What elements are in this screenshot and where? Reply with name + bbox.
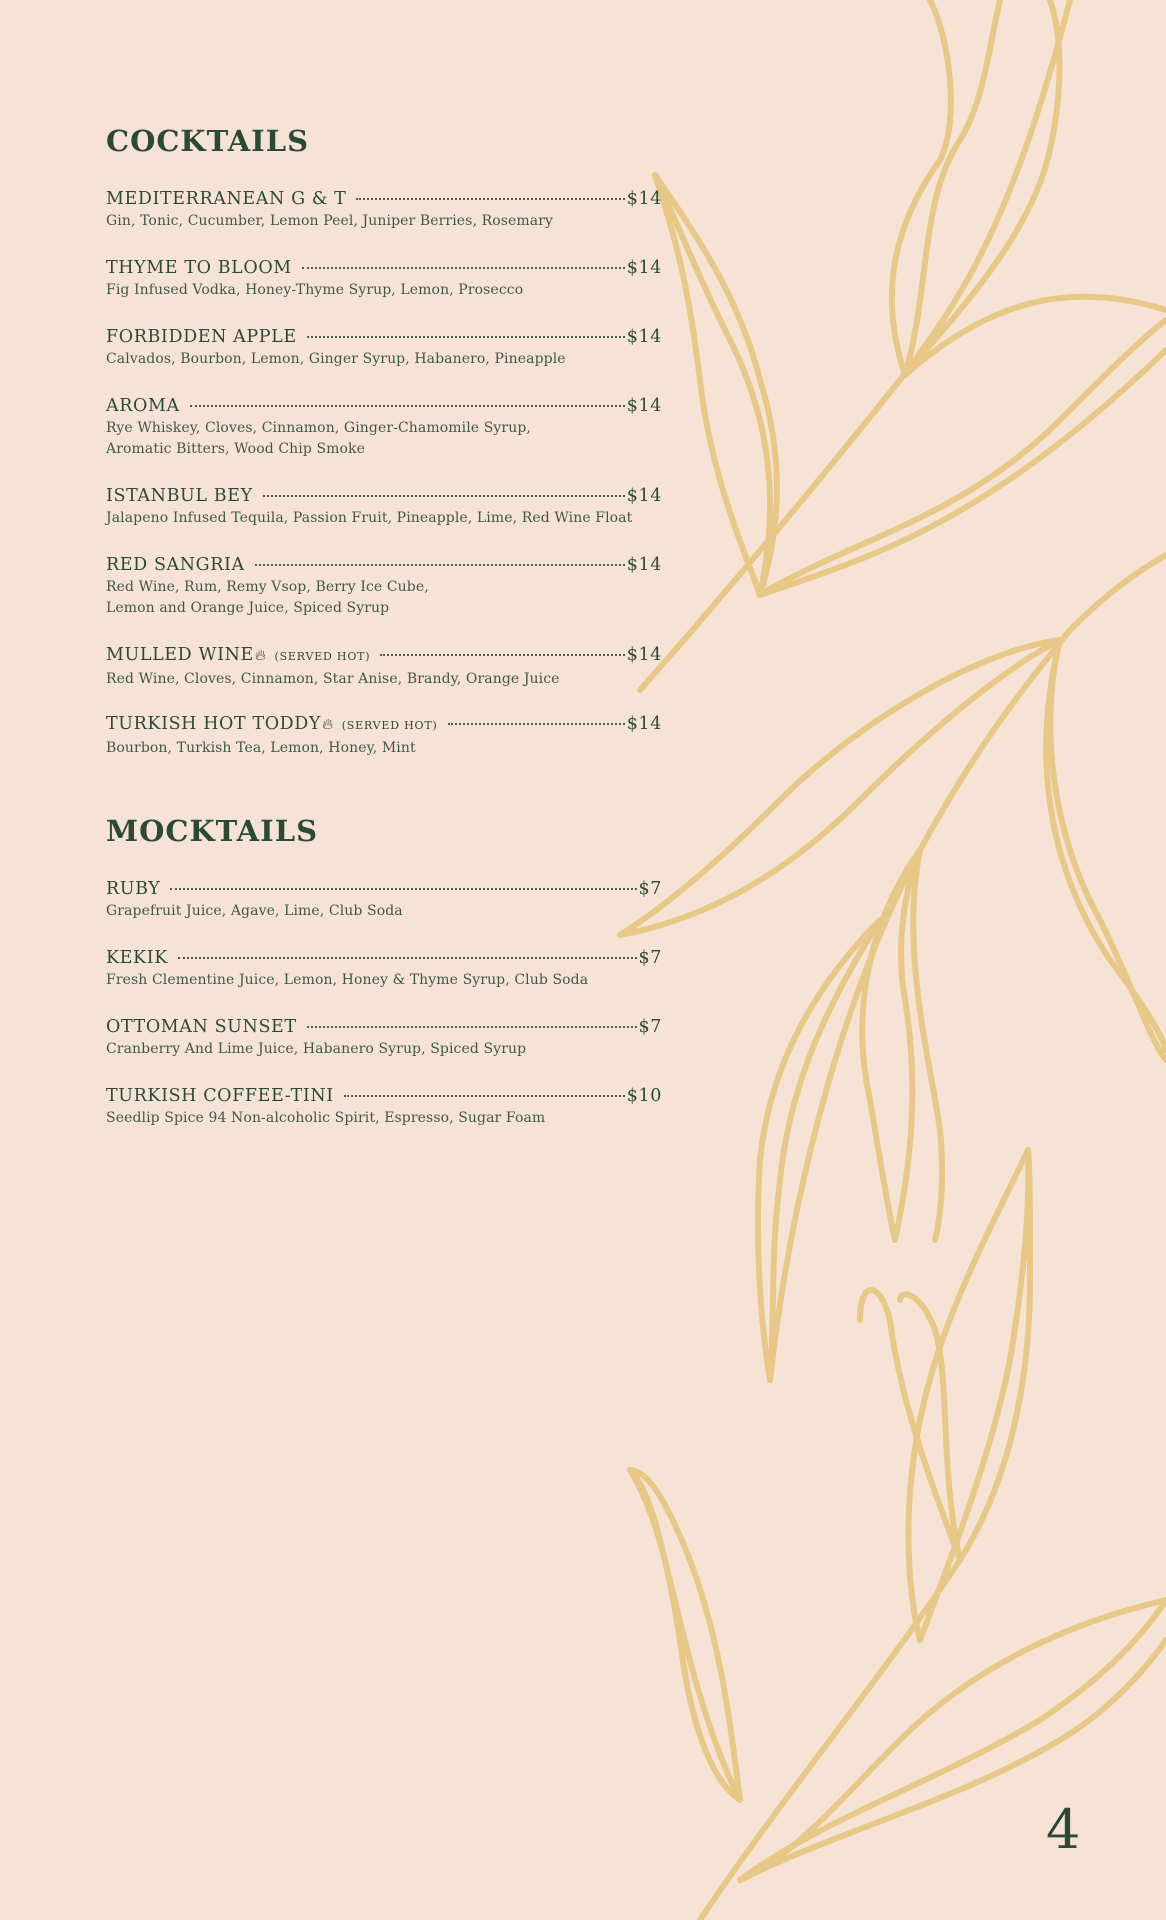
item-price: $14	[626, 396, 662, 416]
item-price: $14	[626, 486, 662, 506]
dot-leader	[302, 267, 625, 269]
item-price: $14	[626, 189, 662, 209]
dot-leader	[190, 405, 625, 407]
dot-leader	[170, 888, 636, 890]
item-description: Fresh Clementine Juice, Lemon, Honey & Thyme Syrup, Club Soda	[106, 972, 589, 988]
flame-icon: 🔥︎	[322, 715, 334, 733]
served-hot-note: (SERVED HOT)	[341, 719, 438, 732]
item-description: Gin, Tonic, Cucumber, Lemon Peel, Juniper Berries, Rosemary	[106, 213, 554, 229]
dot-leader	[263, 495, 625, 497]
item-price: $7	[638, 879, 662, 899]
item-description: Fig Infused Vodka, Honey-Thyme Syrup, Lemon, Prosecco	[106, 282, 524, 298]
dot-leader	[307, 336, 625, 338]
menu-item-turkish-coffee-tini	[106, 1085, 662, 1129]
cocktails-heading: COCKTAILS	[106, 124, 310, 158]
dot-leader	[178, 957, 637, 959]
page-number: 4	[1046, 1798, 1081, 1861]
item-description: Cranberry And Lime Juice, Habanero Syrup, Spiced Syrup	[106, 1041, 527, 1057]
item-description: Bourbon, Turkish Tea, Lemon, Honey, Mint	[106, 740, 416, 756]
item-name: TURKISH HOT TODDY	[106, 714, 322, 734]
menu-item-ottoman-sunset	[106, 1016, 662, 1060]
item-description: Grapefruit Juice, Agave, Lime, Club Soda	[106, 903, 403, 919]
item-description-line-2: Lemon and Orange Juice, Spiced Syrup	[106, 600, 390, 616]
menu-item-istanbul-bey	[106, 485, 662, 529]
dot-leader	[344, 1095, 625, 1097]
item-description-line-1: Rye Whiskey, Cloves, Cinnamon, Ginger-Chamomile Syrup,	[106, 420, 531, 436]
item-price: $7	[638, 948, 662, 968]
item-price: $14	[626, 645, 662, 665]
item-name: OTTOMAN SUNSET	[106, 1017, 297, 1037]
menu-item-mediterranean-g-t	[106, 188, 662, 232]
item-name: FORBIDDEN APPLE	[106, 327, 297, 347]
menu-item-turkish-hot-toddy	[106, 713, 662, 759]
flame-icon: 🔥︎	[254, 646, 267, 664]
item-price: $10	[626, 1086, 662, 1106]
item-name: RED SANGRIA	[106, 555, 245, 575]
item-name: AROMA	[106, 396, 180, 416]
mocktails-heading: MOCKTAILS	[106, 814, 319, 848]
menu-item-ruby	[106, 878, 662, 922]
menu-item-thyme-to-bloom	[106, 257, 662, 301]
item-description-line-2: Aromatic Bitters, Wood Chip Smoke	[106, 441, 366, 457]
item-description: Jalapeno Infused Tequila, Passion Fruit, Pineapple, Lime, Red Wine Float	[106, 510, 633, 526]
menu-item-red-sangria	[106, 554, 662, 619]
served-hot-note: (SERVED HOT)	[274, 650, 371, 663]
dot-leader	[255, 564, 625, 566]
item-name: TURKISH COFFEE-TINI	[106, 1086, 334, 1106]
menu-item-kekik	[106, 947, 662, 991]
item-price: $14	[626, 714, 662, 734]
menu-item-aroma	[106, 395, 662, 460]
item-name: KEKIK	[106, 948, 168, 968]
menu-item-forbidden-apple	[106, 326, 662, 370]
menu-item-mulled-wine	[106, 644, 662, 690]
item-description: Red Wine, Cloves, Cinnamon, Star Anise, Brandy, Orange Juice	[106, 671, 560, 687]
dot-leader	[448, 723, 625, 725]
dot-leader	[356, 198, 624, 200]
item-description-line-1: Red Wine, Rum, Remy Vsop, Berry Ice Cube,	[106, 579, 429, 595]
item-price: $7	[638, 1017, 662, 1037]
item-name: THYME TO BLOOM	[106, 258, 292, 278]
item-description: Seedlip Spice 94 Non-alcoholic Spirit, Espresso, Sugar Foam	[106, 1110, 546, 1126]
item-description: Calvados, Bourbon, Lemon, Ginger Syrup, Habanero, Pineapple	[106, 351, 566, 367]
item-name: RUBY	[106, 879, 161, 899]
item-name: ISTANBUL BEY	[106, 486, 253, 506]
dot-leader	[307, 1026, 637, 1028]
item-name: MULLED WINE	[106, 645, 254, 665]
item-price: $14	[626, 327, 662, 347]
item-name: MEDITERRANEAN G & T	[106, 189, 347, 209]
item-price: $14	[626, 258, 662, 278]
dot-leader	[380, 654, 624, 656]
item-price: $14	[626, 555, 662, 575]
